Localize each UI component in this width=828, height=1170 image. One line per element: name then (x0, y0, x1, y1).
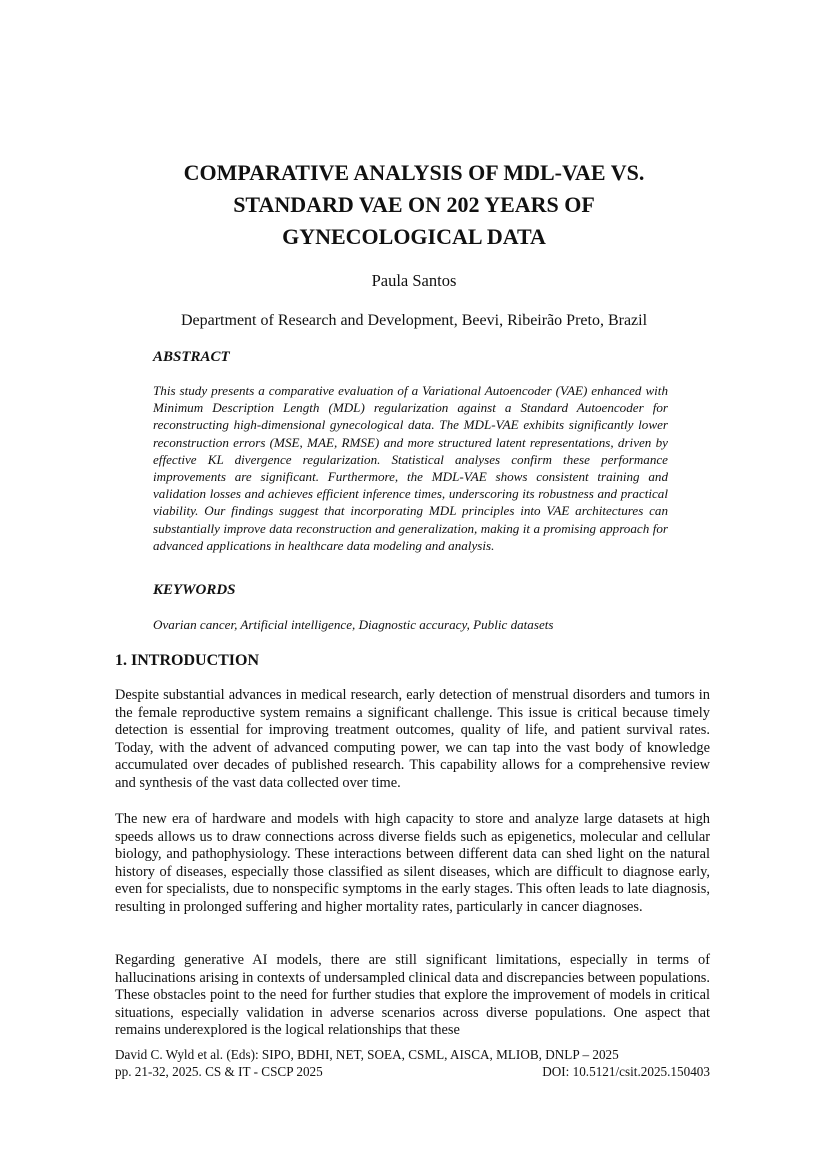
intro-paragraph-2: The new era of hardware and models with high capacity to store and analyze large datasets at high speeds allows us to draw connections across diverse fields such as epigenetics, molecular and cellular biology, and pathophysiology. These interactions between different data can shed light on the natural history of diseases, especially those classified as silent diseases, which are difficult to diagnose early, even for specialists, due to nonspecific symptoms in the early stages. This often leads to late diagnosis, resulting in prolonged suffering and higher mortality rates, particularly in cancer diagnoses. (115, 811, 710, 915)
paper-title (0, 157, 828, 253)
title-line-3: GYNECOLOGICAL DATA (282, 224, 546, 249)
abstract-text: This study presents a comparative evaluation of a Variational Autoencoder (VAE) enhanced with Minimum Description Length (MDL) regularization against a Standard Autoencoder for reconstructing high-dimensional gynecological data. The MDL-VAE exhibits significantly lower reconstruction errors (MSE, MAE, RMSE) and more structured latent representations, driven by effective KL divergence regularization. Statistical analyses confirm these performance improvements are significant. Furthermore, the MDL-VAE shows consistent training and validation losses and achieves efficient inference times, underscoring its robustness and practical viability. Our findings suggest that incorporating MDL principles into VAE architectures can substantially improve data reconstruction and generalization, making it a promising approach for advanced applications in healthcare data modeling and analysis. (153, 383, 668, 553)
affiliation: Department of Research and Development, Beevi, Ribeirão Preto, Brazil (180, 312, 648, 329)
footer-doi: DOI: 10.5121/csit.2025.150403 (542, 1064, 710, 1079)
keywords-heading: KEYWORDS (153, 582, 236, 598)
intro-paragraph-3: Regarding generative AI models, there are still significant limitations, especially in terms of hallucinations arising in contexts of undersampled clinical data and discrepancies between populations. These obstacles point to the need for further studies that explore the improvement of models in critical situations, especially validation in adverse scenarios across diverse populations. One aspect that remains underexplored is the logical relationships that these (115, 952, 710, 1039)
keywords-text: Ovarian cancer, Artificial intelligence, Diagnostic accuracy, Public datasets (153, 617, 554, 632)
abstract-heading: ABSTRACT (153, 349, 230, 365)
footer-proceedings: David C. Wyld et al. (Eds): SIPO, BDHI, NET, SOEA, CSML, AISCA, MLIOB, DNLP – 2025 (115, 1047, 619, 1062)
page-footer (115, 1046, 710, 1080)
author-name: Paula Santos (371, 271, 457, 290)
title-line-2: STANDARD VAE ON 202 YEARS OF (233, 192, 595, 217)
title-line-1: COMPARATIVE ANALYSIS OF MDL-VAE VS. (183, 160, 645, 185)
intro-paragraph-1: Despite substantial advances in medical research, early detection of menstrual disorders and tumors in the female reproductive system remains a significant challenge. This issue is critical because timely detection is essential for improving treatment outcomes, quality of life, and patient survival rates. Today, with the advent of advanced computing power, we can tap into the vast body of knowledge accumulated over decades of published research. This capability allows for a comprehensive review and synthesis of the vast data collected over time. (115, 687, 710, 791)
introduction-heading: 1. INTRODUCTION (115, 652, 260, 669)
footer-pages: pp. 21-32, 2025. CS & IT - CSCP 2025 (115, 1064, 323, 1079)
